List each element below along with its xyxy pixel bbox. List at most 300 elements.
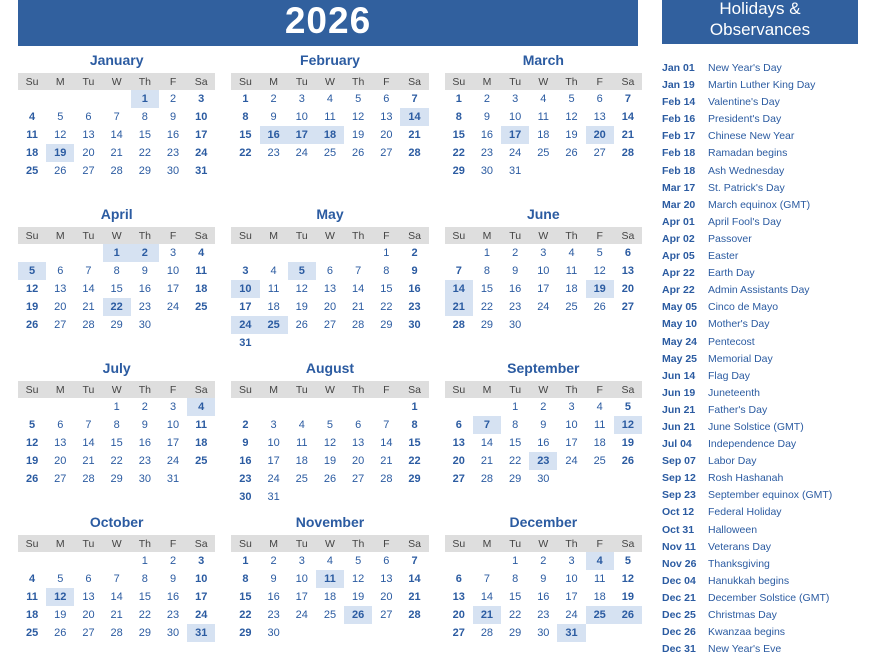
- day-cell[interactable]: 14: [110, 129, 123, 141]
- day-cell[interactable]: 22: [110, 455, 123, 467]
- day-cell[interactable]: 29: [509, 473, 522, 485]
- day-cell[interactable]: 17: [166, 283, 180, 295]
- day-cell[interactable]: 12: [352, 573, 365, 585]
- day-cell[interactable]: 5: [624, 555, 631, 567]
- day-cell[interactable]: 29: [408, 473, 421, 485]
- day-cell[interactable]: 15: [380, 283, 393, 295]
- day-cell[interactable]: 10: [565, 573, 578, 585]
- day-cell[interactable]: 16: [267, 591, 280, 603]
- day-cell[interactable]: 5: [596, 247, 603, 259]
- day-cell[interactable]: 13: [54, 437, 67, 449]
- day-cell[interactable]: 19: [54, 609, 67, 621]
- day-cell[interactable]: 9: [169, 573, 177, 585]
- day-cell[interactable]: 1: [512, 401, 519, 413]
- day-cell[interactable]: 29: [380, 319, 393, 331]
- day-cell[interactable]: 19: [565, 129, 578, 141]
- day-cell[interactable]: 17: [295, 591, 308, 603]
- day-cell[interactable]: 1: [483, 247, 490, 259]
- day-cell[interactable]: 20: [82, 609, 95, 621]
- day-cell[interactable]: 1: [383, 247, 390, 259]
- day-cell[interactable]: 11: [324, 111, 336, 123]
- day-cell[interactable]: 22: [408, 455, 421, 467]
- day-cell[interactable]: 13: [380, 111, 393, 123]
- day-cell[interactable]: 31: [557, 624, 585, 642]
- day-cell[interactable]: 16: [166, 591, 180, 603]
- day-cell[interactable]: 1: [512, 555, 519, 567]
- day-cell[interactable]: 28: [380, 473, 393, 485]
- day-cell[interactable]: 1: [103, 244, 131, 262]
- day-cell[interactable]: 15: [480, 283, 494, 295]
- day-cell[interactable]: 2: [483, 93, 490, 105]
- day-cell[interactable]: 10: [295, 111, 308, 123]
- day-cell[interactable]: 31: [267, 491, 280, 503]
- day-cell[interactable]: 27: [54, 473, 67, 485]
- day-cell[interactable]: 14: [82, 283, 95, 295]
- day-cell[interactable]: 8: [512, 419, 519, 431]
- day-cell[interactable]: 17: [537, 283, 550, 295]
- day-cell[interactable]: 9: [242, 437, 249, 449]
- day-cell[interactable]: 7: [383, 419, 390, 431]
- day-cell[interactable]: 23: [408, 301, 421, 313]
- day-cell[interactable]: 23: [138, 455, 151, 467]
- day-cell[interactable]: 17: [166, 437, 180, 449]
- day-cell[interactable]: 15: [239, 129, 252, 141]
- day-cell[interactable]: 25: [537, 147, 550, 159]
- day-cell[interactable]: 30: [509, 319, 522, 331]
- day-cell[interactable]: 29: [509, 627, 522, 639]
- day-cell[interactable]: 6: [355, 419, 362, 431]
- day-cell[interactable]: 5: [624, 401, 631, 413]
- day-cell[interactable]: 24: [166, 455, 180, 467]
- day-cell[interactable]: 20: [82, 147, 95, 159]
- day-cell[interactable]: 20: [323, 301, 337, 313]
- day-cell[interactable]: 31: [195, 165, 208, 177]
- day-cell[interactable]: 17: [501, 126, 529, 144]
- day-cell[interactable]: 9: [483, 111, 490, 123]
- day-cell[interactable]: 27: [82, 627, 95, 639]
- day-cell[interactable]: 28: [110, 627, 123, 639]
- day-cell[interactable]: 12: [593, 265, 606, 277]
- day-cell[interactable]: 14: [352, 283, 365, 295]
- day-cell[interactable]: 16: [138, 283, 151, 295]
- day-cell[interactable]: 21: [408, 591, 421, 603]
- day-cell[interactable]: 21: [82, 455, 95, 467]
- day-cell[interactable]: 6: [383, 555, 390, 567]
- day-cell[interactable]: 4: [29, 573, 36, 585]
- day-cell[interactable]: 29: [110, 319, 123, 331]
- day-cell[interactable]: 3: [169, 247, 177, 259]
- day-cell[interactable]: 16: [239, 455, 252, 467]
- day-cell[interactable]: 15: [138, 591, 151, 603]
- day-cell[interactable]: 15: [138, 129, 151, 141]
- day-cell[interactable]: 21: [380, 455, 393, 467]
- day-cell[interactable]: 8: [455, 111, 462, 123]
- day-cell[interactable]: 25: [260, 316, 288, 334]
- day-cell[interactable]: 3: [169, 401, 177, 413]
- day-cell[interactable]: 15: [110, 437, 123, 449]
- day-cell[interactable]: 26: [54, 165, 67, 177]
- day-cell[interactable]: 12: [352, 111, 365, 123]
- day-cell[interactable]: 8: [383, 265, 390, 277]
- day-cell[interactable]: 24: [166, 301, 180, 313]
- day-cell[interactable]: 8: [141, 573, 148, 585]
- day-cell[interactable]: 5: [18, 262, 46, 280]
- day-cell[interactable]: 21: [82, 301, 95, 313]
- day-cell[interactable]: 14: [110, 591, 123, 603]
- day-cell[interactable]: 20: [54, 455, 67, 467]
- day-cell[interactable]: 4: [326, 93, 334, 105]
- day-cell[interactable]: 14: [408, 573, 421, 585]
- day-cell[interactable]: 7: [411, 555, 418, 567]
- day-cell[interactable]: 16: [509, 283, 522, 295]
- day-cell[interactable]: 12: [25, 283, 39, 295]
- day-cell[interactable]: 15: [452, 129, 465, 141]
- day-cell[interactable]: 27: [621, 301, 634, 313]
- day-cell[interactable]: 27: [323, 319, 337, 331]
- day-cell[interactable]: 12: [46, 588, 74, 606]
- day-cell[interactable]: 27: [380, 147, 393, 159]
- day-cell[interactable]: 12: [565, 111, 578, 123]
- day-cell[interactable]: 4: [540, 93, 547, 105]
- day-cell[interactable]: 11: [195, 419, 208, 431]
- day-cell[interactable]: 2: [131, 244, 159, 262]
- day-cell[interactable]: 11: [296, 437, 308, 449]
- day-cell[interactable]: 11: [26, 129, 38, 141]
- day-cell[interactable]: 23: [529, 452, 557, 470]
- day-cell[interactable]: 19: [586, 280, 614, 298]
- day-cell[interactable]: 24: [537, 301, 550, 313]
- day-cell[interactable]: 14: [480, 437, 494, 449]
- day-cell[interactable]: 12: [54, 129, 67, 141]
- day-cell[interactable]: 25: [195, 301, 208, 313]
- day-cell[interactable]: 6: [624, 247, 631, 259]
- day-cell[interactable]: 9: [141, 265, 148, 277]
- day-cell[interactable]: 10: [509, 111, 522, 123]
- day-cell[interactable]: 29: [239, 627, 252, 639]
- day-cell[interactable]: 6: [383, 93, 390, 105]
- day-cell[interactable]: 6: [596, 93, 603, 105]
- day-cell[interactable]: 27: [593, 147, 606, 159]
- day-cell[interactable]: 5: [326, 419, 334, 431]
- day-cell[interactable]: 20: [586, 126, 614, 144]
- day-cell[interactable]: 7: [473, 416, 501, 434]
- day-cell[interactable]: 27: [352, 473, 365, 485]
- day-cell[interactable]: 23: [239, 473, 252, 485]
- day-cell[interactable]: 1: [411, 401, 418, 413]
- day-cell[interactable]: 11: [267, 283, 280, 295]
- day-cell[interactable]: 23: [138, 301, 151, 313]
- day-cell[interactable]: 30: [138, 473, 151, 485]
- day-cell[interactable]: 19: [621, 437, 634, 449]
- day-cell[interactable]: 19: [25, 455, 39, 467]
- day-cell[interactable]: 18: [195, 437, 208, 449]
- day-cell[interactable]: 23: [166, 609, 180, 621]
- day-cell[interactable]: 4: [270, 265, 277, 277]
- day-cell[interactable]: 6: [455, 419, 462, 431]
- day-cell[interactable]: 9: [141, 419, 148, 431]
- day-cell[interactable]: 15: [408, 437, 421, 449]
- day-cell[interactable]: 4: [187, 398, 215, 416]
- day-cell[interactable]: 5: [288, 262, 316, 280]
- day-cell[interactable]: 15: [239, 591, 252, 603]
- day-cell[interactable]: 26: [593, 301, 606, 313]
- day-cell[interactable]: 3: [198, 93, 205, 105]
- day-cell[interactable]: 6: [326, 265, 334, 277]
- day-cell[interactable]: 3: [540, 247, 547, 259]
- day-cell[interactable]: 31: [166, 473, 180, 485]
- day-cell[interactable]: 18: [195, 283, 208, 295]
- day-cell[interactable]: 13: [452, 437, 465, 449]
- day-cell[interactable]: 30: [537, 627, 550, 639]
- day-cell[interactable]: 30: [537, 473, 550, 485]
- day-cell[interactable]: 21: [352, 301, 365, 313]
- day-cell[interactable]: 23: [166, 147, 180, 159]
- day-cell[interactable]: 18: [25, 147, 39, 159]
- day-cell[interactable]: 23: [480, 147, 494, 159]
- day-cell[interactable]: 15: [509, 591, 522, 603]
- day-cell[interactable]: 2: [512, 247, 519, 259]
- day-cell[interactable]: 23: [509, 301, 522, 313]
- day-cell[interactable]: 28: [408, 147, 421, 159]
- day-cell[interactable]: 21: [473, 606, 501, 624]
- day-cell[interactable]: 2: [540, 555, 547, 567]
- day-cell[interactable]: 13: [452, 591, 465, 603]
- day-cell[interactable]: 5: [355, 93, 362, 105]
- day-cell[interactable]: 2: [540, 401, 547, 413]
- day-cell[interactable]: 16: [408, 283, 421, 295]
- day-cell[interactable]: 1: [141, 555, 148, 567]
- day-cell[interactable]: 9: [411, 265, 418, 277]
- day-cell[interactable]: 12: [621, 573, 634, 585]
- day-cell[interactable]: 6: [85, 111, 92, 123]
- day-cell[interactable]: 30: [267, 627, 280, 639]
- day-cell[interactable]: 4: [29, 111, 36, 123]
- day-cell[interactable]: 25: [593, 455, 606, 467]
- day-cell[interactable]: 23: [267, 147, 280, 159]
- day-cell[interactable]: 6: [455, 573, 462, 585]
- day-cell[interactable]: 14: [400, 108, 428, 126]
- day-cell[interactable]: 28: [408, 609, 421, 621]
- day-cell[interactable]: 26: [352, 147, 365, 159]
- day-cell[interactable]: 20: [380, 129, 393, 141]
- day-cell[interactable]: 4: [586, 552, 614, 570]
- day-cell[interactable]: 22: [138, 609, 151, 621]
- day-cell[interactable]: 25: [25, 627, 39, 639]
- day-cell[interactable]: 22: [480, 301, 494, 313]
- day-cell[interactable]: 18: [593, 437, 606, 449]
- day-cell[interactable]: 11: [593, 573, 606, 585]
- day-cell[interactable]: 26: [54, 627, 67, 639]
- day-cell[interactable]: 2: [411, 247, 418, 259]
- day-cell[interactable]: 8: [242, 111, 249, 123]
- day-cell[interactable]: 11: [316, 570, 344, 588]
- day-cell[interactable]: 8: [411, 419, 418, 431]
- day-cell[interactable]: 2: [169, 555, 177, 567]
- day-cell[interactable]: 21: [110, 147, 123, 159]
- day-cell[interactable]: 10: [195, 111, 208, 123]
- day-cell[interactable]: 30: [480, 165, 494, 177]
- day-cell[interactable]: 1: [131, 90, 159, 108]
- day-cell[interactable]: 27: [82, 165, 95, 177]
- day-cell[interactable]: 18: [537, 129, 550, 141]
- day-cell[interactable]: 9: [540, 419, 547, 431]
- day-cell[interactable]: 29: [480, 319, 494, 331]
- day-cell[interactable]: 17: [239, 301, 252, 313]
- day-cell[interactable]: 11: [26, 591, 38, 603]
- day-cell[interactable]: 20: [54, 301, 67, 313]
- day-cell[interactable]: 11: [195, 265, 208, 277]
- day-cell[interactable]: 17: [565, 591, 578, 603]
- day-cell[interactable]: 18: [25, 609, 39, 621]
- day-cell[interactable]: 20: [452, 609, 465, 621]
- day-cell[interactable]: 16: [537, 437, 550, 449]
- day-cell[interactable]: 13: [352, 437, 365, 449]
- day-cell[interactable]: 8: [483, 265, 490, 277]
- day-cell[interactable]: 28: [480, 473, 494, 485]
- day-cell[interactable]: 2: [270, 555, 277, 567]
- day-cell[interactable]: 11: [565, 265, 578, 277]
- day-cell[interactable]: 2: [141, 401, 148, 413]
- day-cell[interactable]: 22: [452, 147, 465, 159]
- day-cell[interactable]: 22: [239, 609, 252, 621]
- day-cell[interactable]: 29: [138, 165, 151, 177]
- day-cell[interactable]: 26: [614, 606, 642, 624]
- day-cell[interactable]: 3: [270, 419, 277, 431]
- day-cell[interactable]: 26: [25, 473, 39, 485]
- day-cell[interactable]: 3: [512, 93, 519, 105]
- day-cell[interactable]: 15: [110, 283, 123, 295]
- day-cell[interactable]: 22: [509, 455, 522, 467]
- day-cell[interactable]: 7: [455, 265, 462, 277]
- day-cell[interactable]: 22: [103, 298, 131, 316]
- day-cell[interactable]: 28: [82, 319, 95, 331]
- day-cell[interactable]: 22: [380, 301, 393, 313]
- day-cell[interactable]: 3: [198, 555, 205, 567]
- day-cell[interactable]: 10: [537, 265, 550, 277]
- day-cell[interactable]: 1: [242, 93, 249, 105]
- day-cell[interactable]: 4: [596, 401, 603, 413]
- day-cell[interactable]: 26: [323, 473, 337, 485]
- day-cell[interactable]: 21: [621, 129, 634, 141]
- day-cell[interactable]: 10: [166, 265, 180, 277]
- day-cell[interactable]: 17: [565, 437, 578, 449]
- day-cell[interactable]: 24: [267, 473, 280, 485]
- day-cell[interactable]: 28: [82, 473, 95, 485]
- day-cell[interactable]: 9: [540, 573, 547, 585]
- day-cell[interactable]: 7: [85, 265, 92, 277]
- day-cell[interactable]: 1: [242, 555, 249, 567]
- day-cell[interactable]: 24: [509, 147, 522, 159]
- day-cell[interactable]: 16: [166, 129, 180, 141]
- day-cell[interactable]: 20: [621, 283, 634, 295]
- day-cell[interactable]: 8: [113, 265, 120, 277]
- day-cell[interactable]: 16: [537, 591, 550, 603]
- day-cell[interactable]: 26: [25, 319, 39, 331]
- day-cell[interactable]: 16: [480, 129, 494, 141]
- day-cell[interactable]: 18: [267, 301, 280, 313]
- day-cell[interactable]: 25: [323, 147, 337, 159]
- day-cell[interactable]: 2: [169, 93, 177, 105]
- day-cell[interactable]: 24: [195, 609, 208, 621]
- day-cell[interactable]: 19: [295, 301, 308, 313]
- day-cell[interactable]: 8: [242, 573, 249, 585]
- day-cell[interactable]: 4: [568, 247, 575, 259]
- day-cell[interactable]: 5: [57, 573, 64, 585]
- day-cell[interactable]: 4: [198, 247, 205, 259]
- day-cell[interactable]: 28: [621, 147, 634, 159]
- day-cell[interactable]: 7: [113, 573, 120, 585]
- day-cell[interactable]: 8: [113, 419, 120, 431]
- day-cell[interactable]: 14: [380, 437, 393, 449]
- day-cell[interactable]: 22: [239, 147, 252, 159]
- day-cell[interactable]: 25: [323, 609, 337, 621]
- day-cell[interactable]: 3: [568, 401, 575, 413]
- day-cell[interactable]: 19: [352, 591, 365, 603]
- day-cell[interactable]: 20: [452, 455, 465, 467]
- day-cell[interactable]: 17: [195, 591, 208, 603]
- day-cell[interactable]: 21: [408, 129, 421, 141]
- day-cell[interactable]: 2: [242, 419, 249, 431]
- day-cell[interactable]: 10: [231, 280, 259, 298]
- day-cell[interactable]: 17: [267, 455, 280, 467]
- day-cell[interactable]: 1: [455, 93, 462, 105]
- day-cell[interactable]: 21: [445, 298, 473, 316]
- day-cell[interactable]: 26: [565, 147, 578, 159]
- day-cell[interactable]: 25: [565, 301, 578, 313]
- day-cell[interactable]: 16: [138, 437, 151, 449]
- day-cell[interactable]: 25: [586, 606, 614, 624]
- day-cell[interactable]: 28: [480, 627, 494, 639]
- day-cell[interactable]: 30: [166, 627, 180, 639]
- day-cell[interactable]: 21: [480, 455, 494, 467]
- day-cell[interactable]: 21: [110, 609, 123, 621]
- day-cell[interactable]: 20: [380, 591, 393, 603]
- day-cell[interactable]: 20: [352, 455, 365, 467]
- day-cell[interactable]: 22: [509, 609, 522, 621]
- day-cell[interactable]: 29: [138, 627, 151, 639]
- day-cell[interactable]: 13: [593, 111, 606, 123]
- day-cell[interactable]: 18: [565, 283, 578, 295]
- day-cell[interactable]: 9: [512, 265, 519, 277]
- day-cell[interactable]: 18: [593, 591, 606, 603]
- day-cell[interactable]: 24: [565, 455, 578, 467]
- day-cell[interactable]: 26: [344, 606, 372, 624]
- day-cell[interactable]: 6: [57, 419, 64, 431]
- day-cell[interactable]: 8: [141, 111, 148, 123]
- day-cell[interactable]: 23: [267, 609, 280, 621]
- day-cell[interactable]: 5: [355, 555, 362, 567]
- day-cell[interactable]: 24: [565, 609, 578, 621]
- day-cell[interactable]: 12: [295, 283, 308, 295]
- day-cell[interactable]: 19: [352, 129, 365, 141]
- day-cell[interactable]: 28: [352, 319, 365, 331]
- day-cell[interactable]: 7: [483, 573, 490, 585]
- day-cell[interactable]: 26: [621, 455, 634, 467]
- day-cell[interactable]: 11: [537, 111, 550, 123]
- day-cell[interactable]: 24: [295, 147, 308, 159]
- day-cell[interactable]: 27: [54, 319, 67, 331]
- day-cell[interactable]: 17: [288, 126, 316, 144]
- day-cell[interactable]: 31: [187, 624, 215, 642]
- day-cell[interactable]: 17: [195, 129, 208, 141]
- day-cell[interactable]: 5: [57, 111, 64, 123]
- day-cell[interactable]: 14: [445, 280, 473, 298]
- day-cell[interactable]: 19: [46, 144, 74, 162]
- day-cell[interactable]: 24: [231, 316, 259, 334]
- day-cell[interactable]: 13: [82, 591, 95, 603]
- day-cell[interactable]: 9: [270, 573, 277, 585]
- day-cell[interactable]: 3: [568, 555, 575, 567]
